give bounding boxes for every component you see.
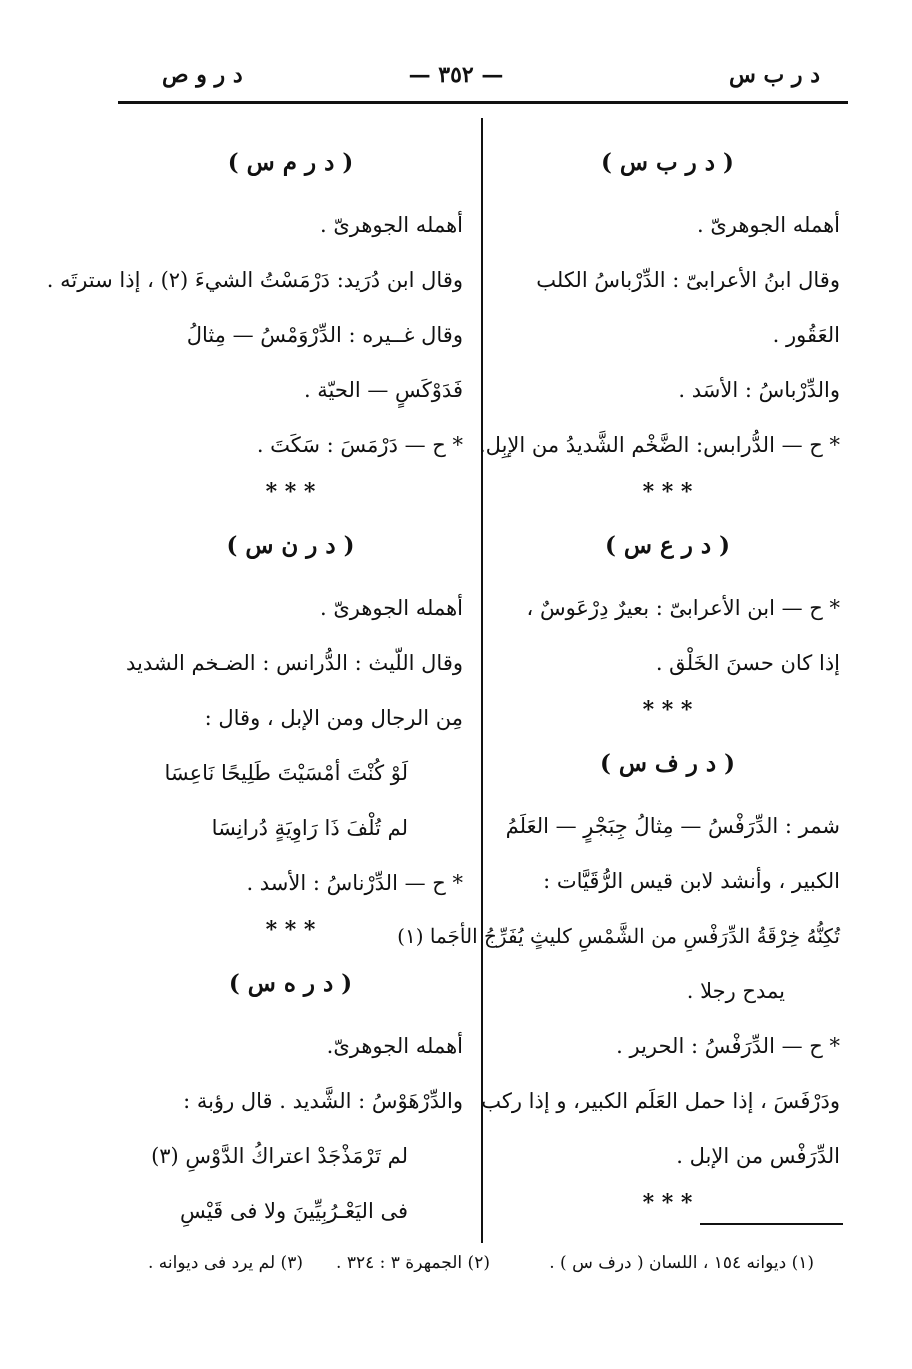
text-line: وقال ابنُ الأعرابىّ : الدِّرْباسُ الكلب: [536, 268, 840, 292]
footnote-1: (١) ديوانه ١٥٤ ، اللسان ( درف س ) .: [549, 1253, 814, 1273]
running-head-right: د ر ب س: [729, 62, 820, 88]
text-line: العَقُور .: [772, 323, 840, 347]
text-line: ودَرْفَسَ ، إذا حمل العَلَم الكبير، و إذا ركب: [481, 1089, 840, 1113]
text-line: شمر : الدِّرَفْسُ — مِثالُ جِبَجْرٍ — العَلَمُ: [505, 814, 840, 838]
running-head-left: د ر و ص: [162, 62, 243, 88]
text-line: أهمله الجوهرىّ .: [319, 596, 463, 620]
text-line: * ح — الدِّرْناسُ : الأسد .: [246, 871, 463, 895]
text-line: * ح — ابن الأعرابىّ : بعيرٌ دِرْعَوسٌ ،: [526, 596, 840, 620]
text-line: إذا كان حسنَ الخَلْق .: [655, 651, 840, 675]
verse-line: لَوْ كُنْتَ أمْسَيْتَ طَلِيحًا نَاعِسَا: [164, 761, 408, 785]
text-line: أهمله الجوهرىّ .: [319, 213, 463, 237]
entry-heading: ( د ر ن س ): [226, 532, 355, 559]
text-line: وقال غــيره : الدِّرْوَمْسُ — مِثالُ: [186, 323, 463, 347]
text-line: وقال اللّيث : الدُّرانس : الضـخم الشديد: [125, 651, 463, 675]
verse-line: يمدح رجلا .: [686, 979, 785, 1003]
footnote-3: (٣) لم يرد فى ديوانه .: [148, 1253, 303, 1273]
entry-heading: ( د ر ه س ): [228, 970, 353, 997]
text-line: أهمله الجوهرىّ .: [696, 213, 840, 237]
entry-separator: * * *: [265, 917, 316, 943]
entry-heading: ( د ر ع س ): [605, 532, 730, 559]
text-line: فَدَوْكَسٍ — الحيّة .: [303, 378, 463, 402]
text-line: وقال ابن دُرَيد: دَرْمَسْتُ الشيءَ (٢) ، إذا سترتَه .: [46, 268, 463, 292]
entry-heading: ( د ر ف س ): [599, 750, 736, 777]
page-number: — ٣٥٢ —: [408, 62, 504, 88]
verse-line: فى اليَعْـرُبِيِّينَ ولا فى قَيْسِ: [180, 1199, 408, 1223]
text-line: * ح — الدِّرَفْسُ : الحرير .: [616, 1034, 840, 1058]
entry-separator: * * *: [642, 697, 693, 723]
text-line: أهمله الجوهرىّ.: [326, 1034, 463, 1058]
text-line: والدِّرْهَوْسُ : الشَّديد . قال رؤبة :: [183, 1089, 463, 1113]
text-line: تُكِنُّهُ خِرْقَةُ الدِّرَفْسِ من الشَّمْسِ كليثٍ يُفَرِّجُ الأجَما (١): [397, 924, 840, 948]
entry-heading: ( د ر ب س ): [601, 149, 734, 176]
footnote-rule: [700, 1223, 843, 1225]
entry-heading: ( د ر م س ): [227, 149, 354, 176]
header-rule: [118, 101, 848, 104]
left-column: [46, 128, 463, 1239]
entry-separator: * * *: [265, 479, 316, 505]
text-line: * ح — الدُّرابس: الضَّخْم الشَّديدُ من الإبِل.: [478, 433, 840, 457]
entry-separator: * * *: [642, 1190, 693, 1216]
text-line: الدِّرَفْس من الإبل .: [676, 1144, 840, 1168]
text-line: والدِّرْباسُ : الأسَد .: [678, 378, 840, 402]
right-column: [397, 128, 840, 1222]
verse-line: لم تُلْفَ ذَا رَاوِيَةٍ دُرانِسَا: [211, 816, 408, 840]
text-line: * ح — دَرْمَسَ : سَكَتَ .: [256, 433, 463, 457]
footnote-2: (٢) الجمهرة ٣ : ٣٢٤ .: [336, 1253, 490, 1273]
entry-separator: * * *: [642, 479, 693, 505]
text-line: مِن الرجال ومن الإبل ، وقال :: [204, 706, 463, 730]
verse-line: لم تَرْمَذْجَدْ اعتراكُ الدَّوْسِ (٣): [151, 1144, 408, 1168]
text-line: الكبير ، وأنشد لابن قيس الرُّقَيَّات :: [543, 869, 840, 893]
